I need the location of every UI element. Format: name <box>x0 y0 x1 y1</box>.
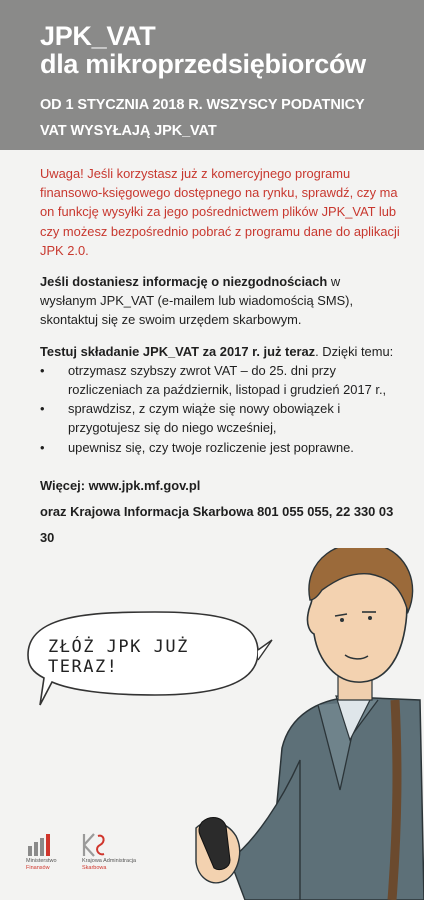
contact-info <box>40 473 400 551</box>
speech-bubble-text: ZŁÓŻ JPK JUŻ TERAZ! <box>48 637 189 677</box>
bullet-text: otrzymasz szybszy zwrot VAT – do 25. dni przy rozliczeniach za październik, listopad i grudzień 2017 r., <box>68 362 387 398</box>
logo-mf-line1: Ministerstwo <box>26 858 57 864</box>
test-heading <box>40 342 400 361</box>
info-paragraph <box>40 272 400 330</box>
header-banner <box>0 0 424 150</box>
mf-logo-icon <box>28 834 50 856</box>
bullet-text: upewnisz się, czy twoje rozliczenie jest poprawne. <box>68 439 354 455</box>
title-line-2: dla mikroprzedsiębiorców <box>40 49 366 79</box>
page-title <box>40 22 366 78</box>
info-bold: Jeśli dostaniesz informację o niezgodnościach <box>40 274 328 290</box>
logo-ministry-of-finance <box>26 858 60 871</box>
test-section <box>40 342 400 457</box>
illustration <box>0 548 424 900</box>
test-bold: Testuj składanie JPK_VAT za 2017 r. już teraz <box>40 343 316 359</box>
list-item <box>40 438 400 457</box>
bubble-tail <box>258 640 272 660</box>
bullet-text: sprawdzisz, z czym wiąże się nowy obowiązek i przygotujesz się do niego wcześniej, <box>68 401 341 436</box>
bag-strap <box>392 700 397 900</box>
content <box>40 164 400 551</box>
warning-text: Uwaga! Jeśli korzystasz już z komercyjnego programu finansowo-księgowego dostępnego na rynku, sprawdź, czy ma on funkcję wysyłki za jego pośrednictwem plików JPK_VAT lub czy możesz bezpośrednio pobrać z programu dane do aplikacji JPK 2.0. <box>40 166 400 258</box>
page-subtitle <box>40 92 365 144</box>
man-arm <box>230 760 300 900</box>
contact-website[interactable]: Więcej: www.jpk.mf.gov.pl <box>40 477 201 493</box>
title-line-1: JPK_VAT <box>40 21 156 51</box>
logo-kas-line2: Skarbowa <box>82 864 107 871</box>
kas-logo-icon <box>84 834 104 856</box>
bullet-mark: • <box>40 401 45 417</box>
bullet-mark: • <box>40 362 45 378</box>
logo-mf-line2: Finansów <box>26 864 50 871</box>
contact-phone: oraz Krajowa Informacja Skarbowa 801 055 055, 22 330 03 30 <box>40 503 394 545</box>
list-item <box>40 399 400 437</box>
subtitle-line-2: VAT WYSYŁAJĄ JPK_VAT <box>40 123 217 139</box>
test-rest: . Dzięki temu: <box>315 343 394 359</box>
logo-kas <box>82 858 152 871</box>
logo-kas-line1: Krajowa Administracja <box>82 858 137 864</box>
bullet-mark: • <box>40 439 45 455</box>
info-rest: w wysłanym JPK_VAT (e-mailem lub wiadomością SMS), skontaktuj się ze swoim urzędem skarbowym. <box>40 274 354 328</box>
subtitle-line-1: OD 1 STYCZNIA 2018 R. WSZYSCY PODATNICY <box>40 97 365 113</box>
list-item <box>40 361 400 399</box>
